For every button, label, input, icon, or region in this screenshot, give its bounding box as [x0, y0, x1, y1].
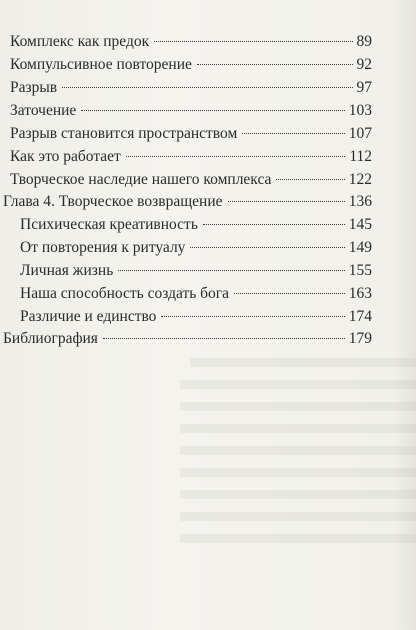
bleed-line	[180, 490, 416, 499]
toc-entry-page: 103	[348, 102, 372, 119]
toc-entry-title: Разрыв	[10, 79, 58, 96]
bleed-line	[180, 380, 416, 389]
toc-entry	[20, 305, 372, 329]
toc-entry-page: 163	[348, 285, 372, 302]
toc-entry-title: Психическая креативность	[20, 216, 198, 233]
toc-entry-page: 92	[356, 56, 372, 73]
bleed-line	[190, 358, 416, 367]
toc-entry-title: От повторения к ритуалу	[20, 239, 186, 256]
toc-dot-leader	[161, 316, 344, 317]
toc-entry-page: 155	[348, 262, 372, 279]
toc-entry	[10, 30, 372, 54]
show-through-text	[0, 350, 416, 560]
toc-entry-page: 179	[348, 330, 372, 347]
toc-entry-title: Компульсивное повторение	[10, 56, 192, 73]
toc-dot-leader	[190, 247, 344, 248]
toc-entry-title: Творческое наследие нашего комплекса	[10, 171, 272, 188]
toc-dot-leader	[118, 270, 344, 271]
toc-entry-title: Различие и единство	[20, 308, 157, 325]
toc-entry-title: Наша способность создать бога	[20, 285, 230, 302]
toc-dot-leader	[126, 156, 345, 157]
toc-entry	[10, 53, 372, 77]
toc-entry-title: Личная жизнь	[20, 262, 114, 279]
toc-dot-leader	[81, 110, 344, 111]
toc-dot-leader	[154, 41, 352, 42]
bleed-line	[180, 534, 416, 543]
toc-entry-page: 107	[348, 125, 372, 142]
toc-dot-leader	[197, 64, 353, 65]
toc-dot-leader	[103, 338, 345, 339]
bleed-line	[180, 512, 416, 521]
toc-entry	[20, 236, 372, 260]
toc-entry	[10, 76, 372, 100]
bleed-line	[180, 446, 416, 455]
toc-chapter-title: Глава 4. Творческое возвращение	[3, 193, 223, 210]
toc-entry	[20, 282, 372, 306]
toc-entry	[10, 168, 372, 192]
toc-entry-page: 174	[348, 308, 372, 325]
toc-entry-page: 89	[356, 33, 372, 50]
toc-entry	[10, 99, 372, 123]
toc-entry	[20, 259, 372, 283]
toc-dot-leader	[234, 293, 345, 294]
toc-entry-title: Заточение	[10, 102, 77, 119]
toc-dot-leader	[228, 201, 345, 202]
toc-entry-title: Как это работает	[10, 148, 121, 165]
toc-entry	[20, 213, 372, 237]
toc-entry-page: 122	[348, 171, 372, 188]
toc-entry	[10, 145, 372, 169]
toc-entry-title: Библиография	[3, 330, 98, 347]
toc-entry	[10, 122, 372, 146]
bleed-line	[180, 468, 416, 477]
toc-entry-page: 136	[348, 193, 372, 210]
toc-entry-page: 97	[356, 79, 372, 96]
bleed-line	[180, 402, 416, 411]
toc-entry-title: Разрыв становится пространством	[10, 125, 238, 142]
toc-dot-leader	[62, 87, 352, 88]
toc-dot-leader	[276, 179, 344, 180]
toc-chapter-entry	[3, 190, 372, 214]
toc-entry-page: 145	[348, 216, 372, 233]
toc-entry-page: 149	[348, 239, 372, 256]
toc-dot-leader	[242, 133, 344, 134]
toc-entry-page: 112	[349, 148, 372, 165]
toc-bibliography-entry	[3, 327, 372, 351]
bleed-line	[180, 424, 416, 433]
toc-dot-leader	[203, 224, 345, 225]
toc-entry-title: Комплекс как предок	[10, 33, 150, 50]
